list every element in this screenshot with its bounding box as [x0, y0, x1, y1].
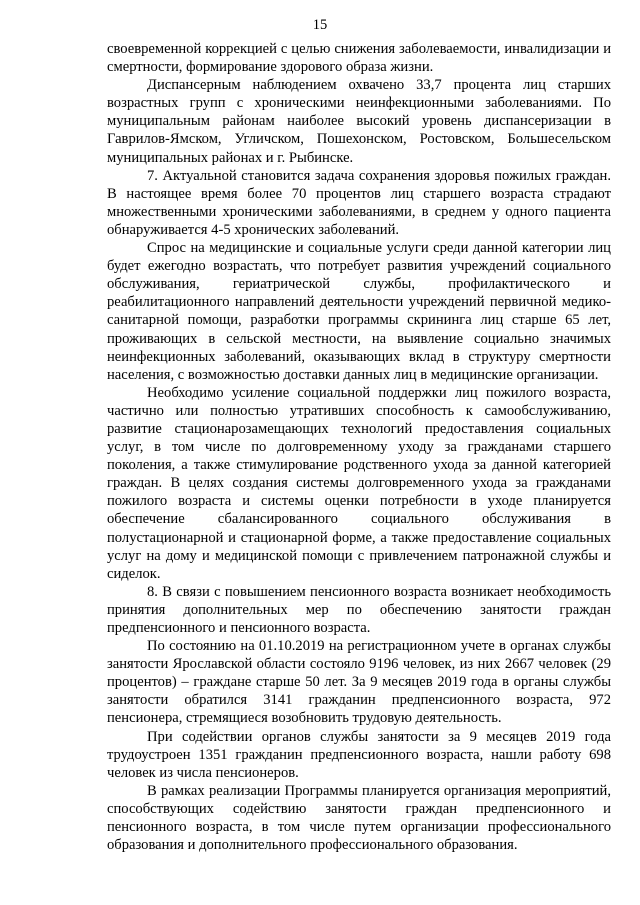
- document-body: [107, 40, 611, 854]
- paragraph-program-measures: В рамках реализации Программы планируется организация мероприятий, способствующих содействию занятости граждан предпенсионного и пенсионного возраста, в том числе путем организации профессионального образования и дополнительного профессионального образования.: [107, 782, 611, 854]
- paragraph-item-8-pension-age: 8. В связи с повышением пенсионного возраста возникает необходимость принятия дополнительных мер по обеспечению занятости граждан предпенсионного и пенсионного возраста.: [107, 583, 611, 636]
- paragraph-social-support: Необходимо усиление социальной поддержки лиц пожилого возраста, частично или полностью утративших способность к самообслуживанию, развитие стационарозамещающих технологий предоставления социальных услуг, в том числе по долговременному уходу за гражданами старшего поколения, а также стимулирование родственного ухода за данной категорией граждан. В целях создания системы долговременного ухода за гражданами пожилого возраста и системы оценки потребности в уходе планируется обеспечение сбалансированного социального обслуживания в полустационарной и стационарной форме, а также предоставление социальных услуг на дому и медицинской помощи с привлечением патронажной службы и сиделок.: [107, 384, 611, 582]
- page-number: 15: [312, 17, 328, 33]
- paragraph-item-7-elderly-health: 7. Актуальной становится задача сохранения здоровья пожилых граждан. В настоящее время более 70 процентов лиц старшего возраста страдают множественными хроническими заболеваниями, в среднем у одного пациента обнаруживается 4-5 хронических заболеваний.: [107, 167, 611, 238]
- paragraph-dispensary-coverage: Диспансерным наблюдением охвачено 33,7 процента лиц старших возрастных групп с хроническими неинфекционными заболеваниями. По муниципальным районам наиболее высокий уровень диспансеризации в Гаврилов-Ямском, Угличском, Пошехонском, Ростовском, Большесельском муниципальных районах и г. Рыбинске.: [107, 77, 611, 166]
- paragraph-continuation: своевременной коррекцией с целью снижения заболеваемости, инвалидизации и смертности, формирование здорового образа жизни.: [107, 41, 611, 76]
- paragraph-employment-statistics: По состоянию на 01.10.2019 на регистрационном учете в органах службы занятости Ярославской области состояло 9196 человек, из них 2667 человек (29 процентов) – граждане старше 50 лет. За 9 месяцев 2019 года в органы службы занятости обратился 3141 гражданин предпенсионного возраста, 972 пенсионера, стремящиеся возобновить трудовую деятельность.: [107, 638, 611, 727]
- paragraph-employment-results: При содействии органов службы занятости за 9 месяцев 2019 года трудоустроен 1351 гражданин предпенсионного возраста, нашли работу 698 человек из числа пенсионеров.: [107, 728, 611, 781]
- paragraph-demand-services: Спрос на медицинские и социальные услуги среди данной категории лиц будет ежегодно возрастать, что потребует развития учреждений социального обслуживания, гериатрической службы, профилактического и реабилитационного направлений деятельности учреждений первичной медико-санитарной помощи, разработки программы скрининга лиц старше 65 лет, проживающих в сельской местности, на выявление социально значимых неинфекционных заболеваний, оказывающих вклад в структуру смертности населения, с возможностью доставки данных лиц в медицинские организации.: [107, 240, 611, 383]
